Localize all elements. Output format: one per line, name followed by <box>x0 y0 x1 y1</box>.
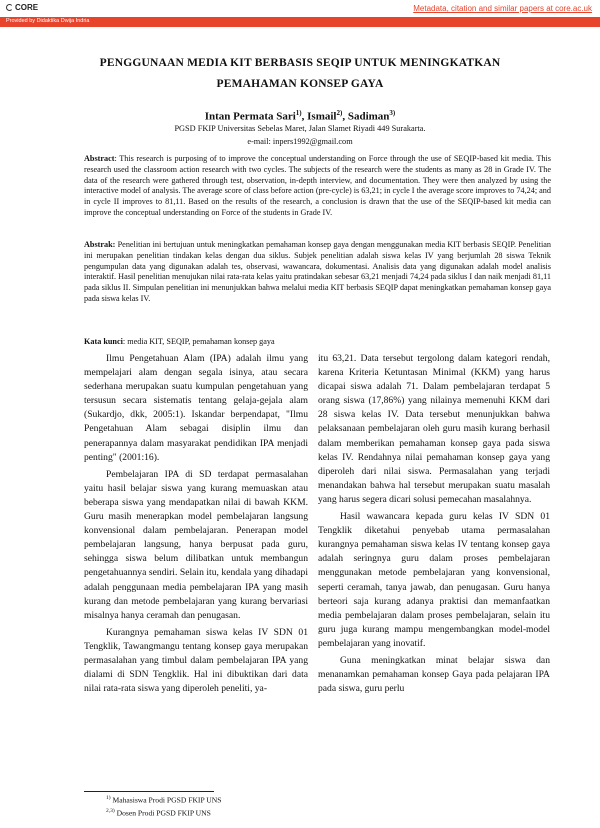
body-column-left <box>84 352 308 696</box>
author-name: Intan Permata Sari <box>204 110 296 123</box>
author-sup: 1) <box>295 109 302 117</box>
keywords-label: Kata kunci <box>84 337 123 346</box>
footnote-marker: 1) <box>106 795 111 801</box>
body-column-right <box>318 352 550 696</box>
abstract-english <box>84 154 551 219</box>
footnote-text: Mahasiswa Prodi PGSD FKIP UNS <box>110 795 222 805</box>
paper-title-line2: PEMAHAMAN KONSEP GAYA <box>216 78 384 90</box>
abstract-label: Abstract <box>84 154 115 163</box>
abstrak-label: Abstrak: <box>84 240 116 249</box>
abstrak-text: Penelitian ini bertujuan untuk meningkatkan pemahaman konsep gaya dengan menggunakan media KIT berbasis SEQIP. Penelitian ini merupakan penelitian tindakan kelas dengan dua siklus. Subjek penelitian adalah siswa kelas IV yang berjumlah 28 siswa Teknik pengumpulan data yang digunakan adalah tes, observasi, wawancara, dokumentasi. Analisis data yang digunakan adalah model analisis interaktif. Hasil penelitian menujukan nilai rata-rata kelas yaitu pratindakan sebesar 63,21 menjadi 74,24 pada siklus I dan naik menjadi 81,11 pada siklus II. Simpulan penelitian ini menunjukkan bahwa melalui media KIT berbasis SEQIP dapat meningkatkan pemahaman konsep gaya pada siswa kelas IV. <box>84 240 551 303</box>
keywords <box>84 337 551 346</box>
footnote-marker: 2,3) <box>106 808 115 814</box>
abstract-text: : This research is purposing of to improve the conceptual understanding on Force through the use of SEQIP-based kit media. This research used the classroom action research with two cycles. The subjects of the research were the students as many as 28 in Grade IV. The data of the research were gathered through test, observation, in-depth interview, and documentation. They were then analyzed by using the interactive model of analysis. The average score of class before action (pre-cycle) is 63,21; in cycle I the average score improves to 74,24; and in cycle II improves to 81,11. Based on the results of the research, a conclusion is drawn that the use of the SEQIP-based kit media can improve the conceptual understanding on Force of the students in Grade IV. <box>84 154 551 217</box>
affiliation: PGSD FKIP Universitas Sebelas Maret, Jalan Slamet Riyadi 449 Surakarta. <box>174 124 426 133</box>
keywords-text: : media KIT, SEQIP, pemahaman konsep gaya <box>122 337 275 346</box>
author-sup: 2) <box>336 109 343 117</box>
paragraph: Ilmu Pengetahuan Alam (IPA) adalah ilmu yang mempelajari alam dengan segala isinya, atau secara sederhana merupakan suatu kumpulan pengetahuan yang tersusun secara sistematis tentang gelaja-gejala alam (Sukardjo, dkk, 2005:1). Iskandar berpendapat, "Ilmu Pengetahuan Alam sebagai disiplin ilmu dan penerapannya dalam masyarakat pendidikan IPA menjadi penting" (2001:16). <box>84 353 308 463</box>
footnote-divider <box>84 791 214 792</box>
footnote-1 <box>106 795 222 805</box>
paper-title-line1: PENGGUNAAN MEDIA KIT BERBASIS SEQIP UNTUK MENINGKATKAN <box>99 57 501 69</box>
core-logo-text: CORE <box>15 3 39 12</box>
email: e-mail: inpers1992@gmail.com <box>247 137 353 146</box>
author-name: Sadiman <box>347 110 390 123</box>
paragraph: Pembelajaran IPA di SD terdapat permasalahan yaitu hasil belajar siswa yang kurang memuaskan atau beberapa siswa yang mendapatkan nilai di bawah KKM. Guru masih menerapkan model pembelajaran langsung konvensional dalam pembelajaran. Penerapan model pembelajaran langsung, hanya berpusat pada guru, sehingga siswa belum dilibatkan untuk membangun pengetahuannya sendiri. Selain itu, kendala yang dihadapi adalah penggunaan media pembelajaran IPA yang masih kurang dan metode pembelajaran yang kurang bervariasi misalnya hanya ceramah dan penugasan. <box>84 468 308 621</box>
paragraph: Kurangnya pemahaman siswa kelas IV SDN 01 Tengklik, Tawangmangu tentang konsep gaya merupakan permasalahan yang timbul dalam pembelajaran IPA yang dialami di SDN Tengklik. Hal ini dibuktikan dari data nilai rata-rata siswa yang diperoleh peneliti, ya- <box>84 626 308 695</box>
provided-by-text: Provided by Didaktika Dwija Indria <box>6 18 90 24</box>
paragraph: Hasil wawancara kepada guru kelas IV SDN 01 Tengklik diketahui penyebab utama permasalahan kurangnya pemahaman siswa kelas IV tentang konsep gaya adalah seringnya guru dalam proses pembelajaran menggunakan metode pembelajaran yang konvensional, seperti ceramah, tanya jawab, dan penugasan. Guru hanya berteori saja kurang adanya praktisi dan memanfaatkan media pembelajaran dalam proses pembelajaran, selain itu guru juga kurang mampu mengembangkan model-model pembelajaran yang inovatif. <box>318 511 550 649</box>
footnote-2 <box>106 808 211 818</box>
core-logo-icon <box>6 4 13 11</box>
metadata-link[interactable]: Metadata, citation and similar papers at core.ac.uk <box>413 4 592 13</box>
author-name: Ismail <box>307 110 337 123</box>
abstract-indonesian <box>84 240 551 305</box>
author-sup: 3) <box>389 109 396 117</box>
author-list: Intan Permata Sari$^{1)}$, Ismail$^{2)}$, Sadiman$^{3)}$ <box>204 109 396 123</box>
footnote-text: Dosen Prodi PGSD FKIP UNS <box>114 808 211 818</box>
paragraph: itu 63,21. Data tersebut tergolong dalam kategori rendah, karena Kriteria Ketuntasan Minimal (KKM) yang harus dicapai siswa adalah 71. Dalam pembelajaran terdapat 5 orang siswa (17,86%) yang nilainya memenuhi KKM dari 28 siswa kelas IV. Data tersebut menunjukkan bahwa pelaksanaan pembelajaran oleh guru masih kurang berhasil dalam memberikan pemahaman konsep gaya pada siswa kelas IV. Rendahnya nilai pemahaman konsep gaya yang diperoleh dari nilai siswa. Permasalahan yang terjadi menandakan bahwa hal tersebut merupakan suatu masalah yang harus segera dicari solusi pemecahan masalahnya. <box>318 353 550 505</box>
core-header-bar <box>0 0 600 17</box>
paragraph: Guna meningkatkan minat belajar siswa dan menanamkan pemahaman konsep Gaya pada pelajaran IPA pada siswa, guru perlu <box>318 654 550 695</box>
provider-bar <box>0 17 600 27</box>
core-logo[interactable] <box>6 3 38 12</box>
